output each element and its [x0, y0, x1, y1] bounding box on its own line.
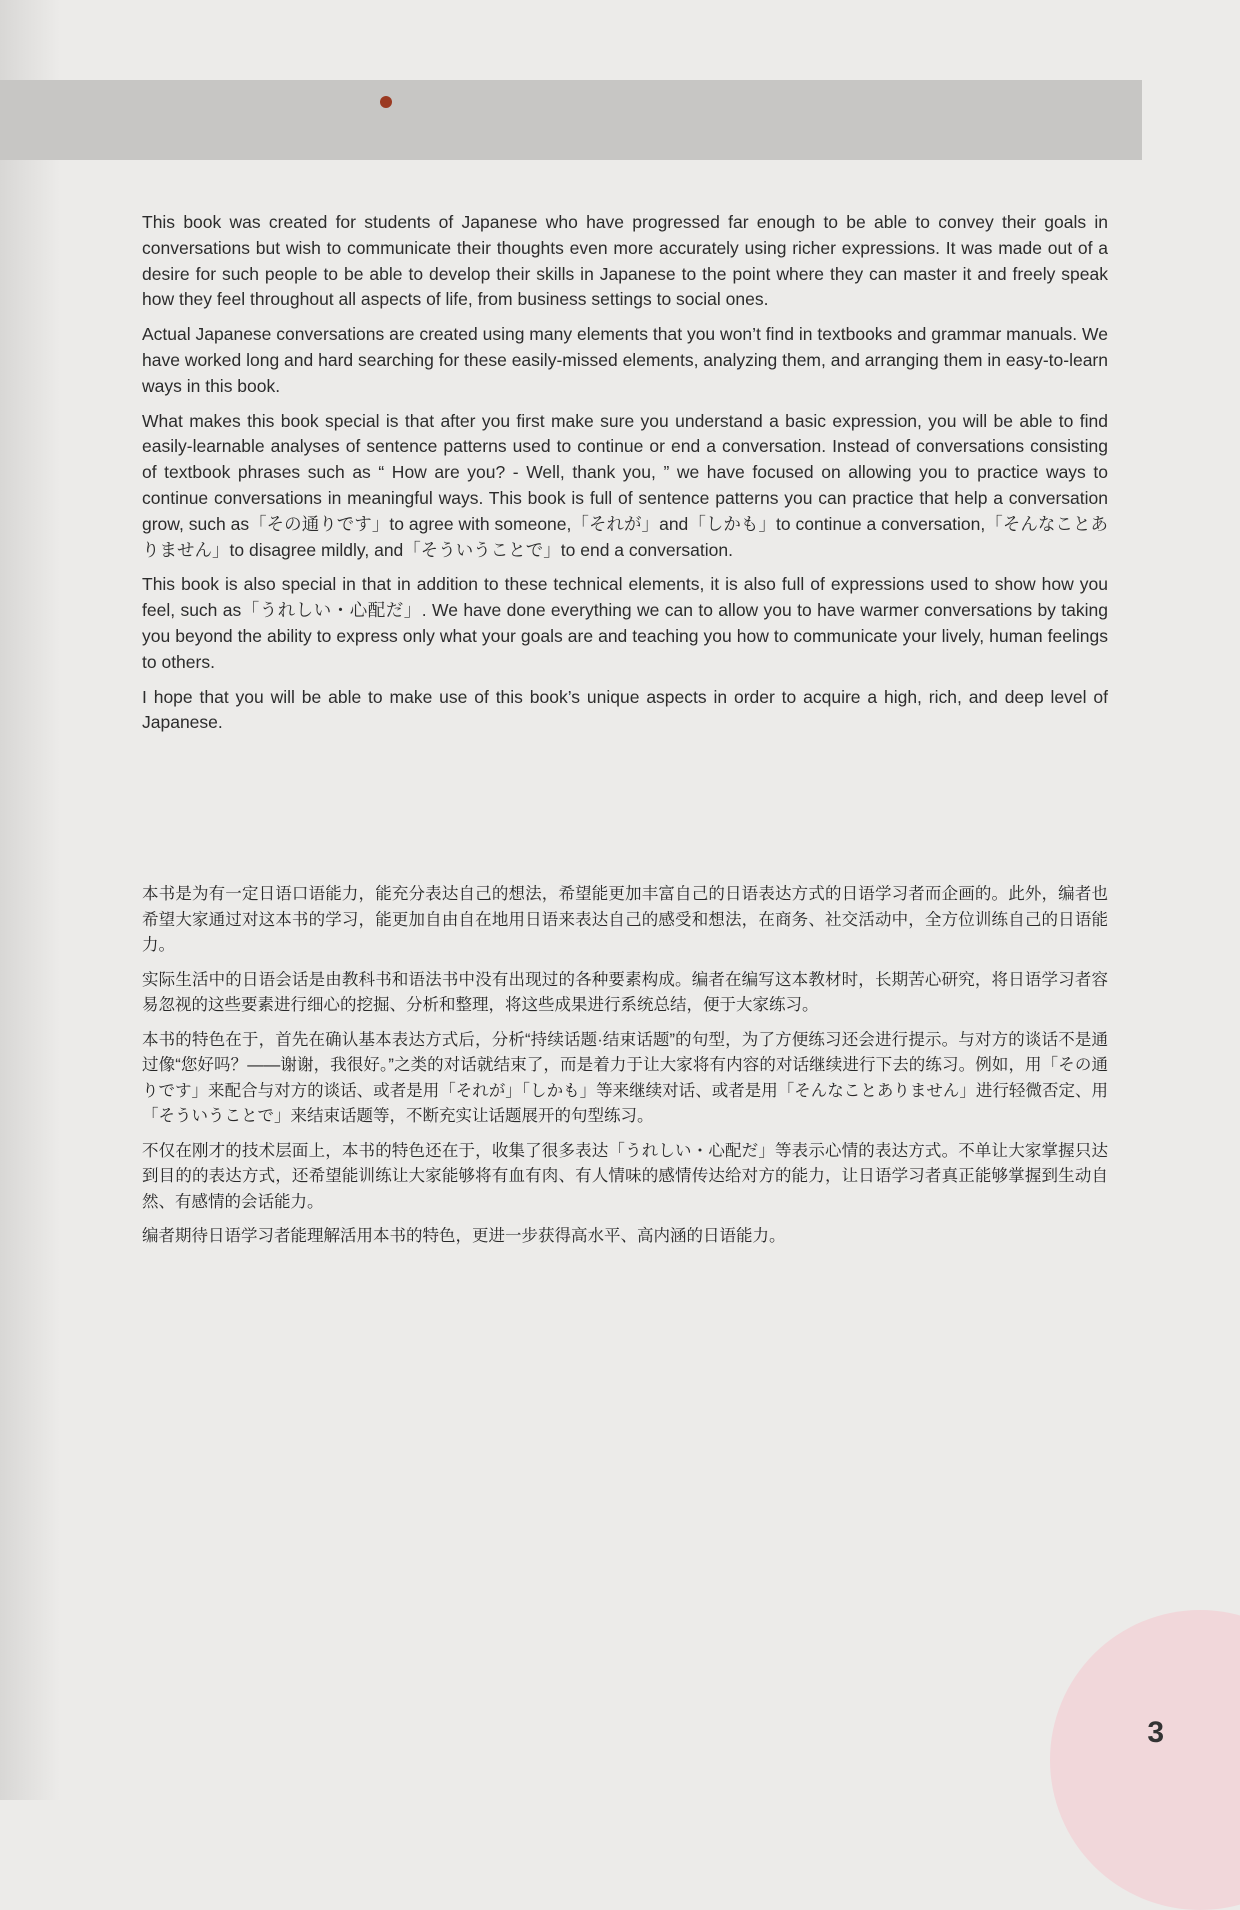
corner-decoration-circle [1050, 1610, 1240, 1910]
header-band [0, 80, 1142, 160]
chinese-foreword [142, 882, 1108, 1259]
english-foreword [142, 210, 1108, 745]
english-paragraph-3: What makes this book special is that after you first make sure you understand a basic expression, you will be able to find easily-learnable analyses of sentence patterns used to continue or end a conversation. Instead of conversations consisting of textbook phrases such as “ How are you? - Well, thank you, ” we have focused on allowing you to practice ways to continue conversations in meaningful ways. This book is full of sentence patterns you can practice that help a conversation grow, such as「その通りです」to agree with someone,「それが」and「しかも」to continue a conversation,「そんなことありません」to disagree mildly, and「そういうことで」to end a conversation. [142, 410, 1108, 560]
header-dot-ornament [380, 96, 392, 108]
page-gutter-shadow [0, 0, 60, 1800]
chinese-paragraph-3: 本书的特色在于，首先在确认基本表达方式后，分析“持续话题·结束话题”的句型，为了方便练习还会进行提示。与对方的谈话不是通过像“您好吗？——谢谢，我很好。”之类的对话就结束了，而是着力于让大家将有内容的对话继续进行下去的练习。例如，用「その通りです」来配合与对方的谈话、或者是用「それが」「しかも」等来继续对话、或者是用「そんなことありません」进行轻微否定、用「そういうことで」来结束话题等，不断充实让话题展开的句型练习。 [142, 1030, 1108, 1125]
chinese-paragraph-1: 本书是为有一定日语口语能力，能充分表达自己的想法，希望能更加丰富自己的日语表达方式的日语学习者而企画的。此外，编者也希望大家通过对这本书的学习，能更加自由自在地用日语来表达自己的感受和想法，在商务、社交活动中，全方位训练自己的日语能力。 [142, 885, 1108, 954]
english-paragraph-5: I hope that you will be able to make use of this book’s unique aspects in order to acquire a high, rich, and deep level of Japanese. [142, 686, 1108, 733]
english-paragraph-2: Actual Japanese conversations are created using many elements that you won’t find in textbooks and grammar manuals. We have worked long and hard searching for these easily-missed elements, analyzing them, and arranging them in easy-to-learn ways in this book. [142, 324, 1108, 396]
english-paragraph-1: This book was created for students of Japanese who have progressed far enough to be able to convey their goals in conversations but wish to communicate their thoughts even more accurately using richer expressions. It was made out of a desire for such people to be able to develop their skills in Japanese to the point where they can master it and freely speak how they feel throughout all aspects of life, from business settings to social ones. [142, 212, 1108, 310]
page-number: 3 [1147, 1716, 1164, 1749]
chinese-paragraph-2: 实际生活中的日语会话是由教科书和语法书中没有出现过的各种要素构成。编者在编写这本教材时，长期苦心研究，将日语学习者容易忽视的这些要素进行细心的挖掘、分析和整理，将这些成果进行系统总结，便于大家练习。 [142, 970, 1108, 1014]
english-paragraph-4: This book is also special in that in addition to these technical elements, it is also full of expressions used to show how you feel, such as「うれしい・心配だ」. We have done everything we can to allow you to have warmer conversations by taking you beyond the ability to express only what your goals are and teaching you how to communicate your lively, human feelings to others. [142, 574, 1108, 672]
chinese-paragraph-5: 编者期待日语学习者能理解活用本书的特色，更进一步获得高水平、高内涵的日语能力。 [142, 1227, 786, 1245]
chinese-paragraph-4: 不仅在刚才的技术层面上，本书的特色还在于，收集了很多表达「うれしい・心配だ」等表示心情的表达方式。不单让大家掌握只达到目的的表达方式，还希望能训练让大家能够将有血有肉、有人情味的感情传达给对方的能力，让日语学习者真正能够掌握到生动自然、有感情的会话能力。 [142, 1141, 1109, 1211]
